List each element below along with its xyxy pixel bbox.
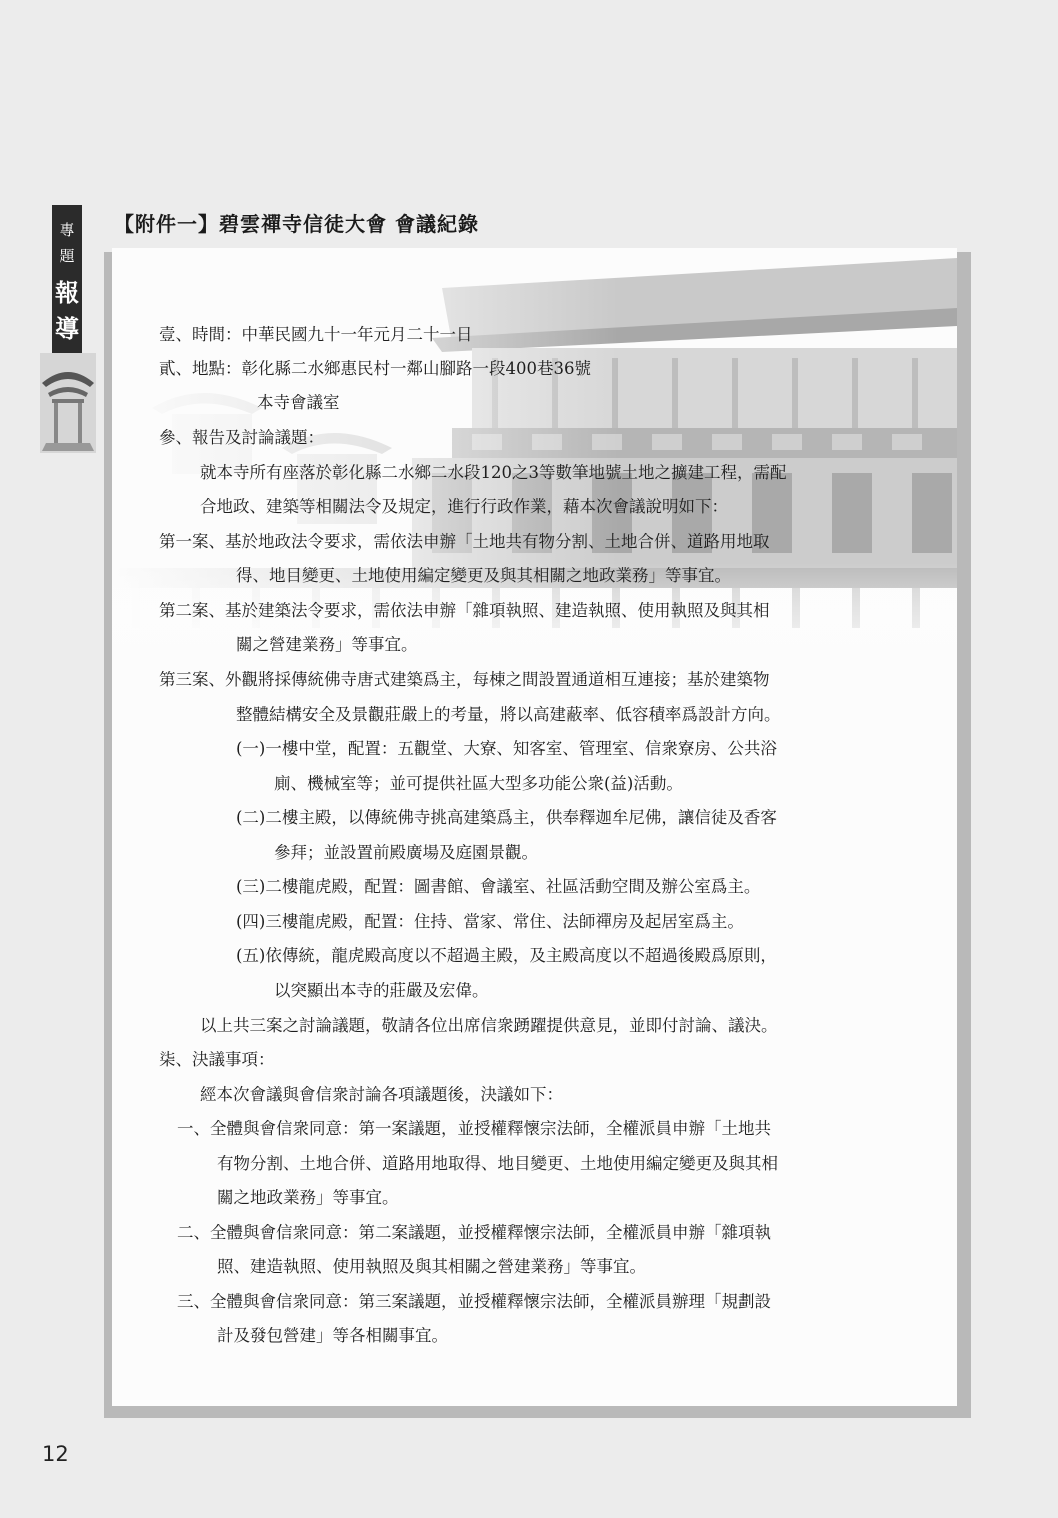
section-tab-char-4: 導	[55, 315, 79, 343]
page-number: 12	[42, 1442, 69, 1466]
section-tab-char-1: 專	[59, 221, 75, 239]
case-3-sub-3: (三)二樓龍虎殿，配置：圖書館、會議室、社區活動空間及辦公室爲主。	[236, 877, 761, 896]
section-tab-char-3: 報	[55, 279, 79, 307]
item-location-room: 本寺會議室	[257, 393, 340, 412]
page-title: 【附件一】碧雲禪寺信徒大會 會議紀錄	[114, 212, 479, 236]
case-3-sub-5-line-2: 以突顯出本寺的莊嚴及宏偉。	[274, 981, 489, 1000]
case-3-line-2: 整體結構安全及景觀莊嚴上的考量，將以高建蔽率、低容積率爲設計方向。	[236, 705, 781, 724]
resolution-1-line-3: 關之地政業務」等事宜。	[217, 1188, 399, 1207]
temple-eave-icon	[40, 353, 96, 453]
resolution-2-line-2: 照、建造執照、使用執照及與其相關之營建業務」等事宜。	[217, 1257, 646, 1276]
case-3-sub-1-line-2: 廁、機械室等；並可提供社區大型多功能公衆(益)活動。	[274, 774, 683, 793]
resolutions-intro: 經本次會議與會信衆討論各項議題後，決議如下：	[200, 1085, 563, 1104]
case-1-line-2: 得、地目變更、土地使用編定變更及與其相關之地政業務」等事宜。	[236, 566, 731, 585]
case-3-line-1: 第三案、外觀將採傳統佛寺唐式建築爲主，每棟之間設置通道相互連接；基於建築物	[159, 670, 770, 689]
case-1-line-1: 第一案、基於地政法令要求，需依法申辦「土地共有物分割、土地合併、道路用地取	[159, 532, 770, 551]
case-3-sub-5-line-1: (五)依傳統，龍虎殿高度以不超過主殿，及主殿高度以不超過後殿爲原則，	[236, 946, 777, 965]
meeting-minutes-body	[112, 248, 957, 1406]
item-agenda-heading: 參、報告及討論議題：	[159, 428, 324, 447]
case-3-sub-2-line-2: 參拜；並設置前殿廣場及庭園景觀。	[274, 843, 538, 862]
case-3-sub-2-line-1: (二)二樓主殿，以傳統佛寺挑高建築爲主，供奉釋迦牟尼佛，讓信徒及香客	[236, 808, 777, 827]
section-tab	[40, 205, 96, 455]
discussion-request: 以上共三案之討論議題，敬請各位出席信衆踴躍提供意見，並即付討論、議決。	[200, 1016, 778, 1035]
agenda-intro-line-2: 合地政、建築等相關法令及規定，進行行政作業，藉本次會議說明如下：	[200, 497, 728, 516]
agenda-intro-line-1: 就本寺所有座落於彰化縣二水鄉二水段120之3等數筆地號土地之擴建工程，需配	[200, 463, 787, 482]
item-location: 貳、地點：彰化縣二水鄉惠民村一鄰山腳路一段400巷36號	[159, 359, 591, 378]
case-2-line-1: 第二案、基於建築法令要求，需依法申辦「雜項執照、建造執照、使用執照及與其相	[159, 601, 770, 620]
resolution-1-line-2: 有物分割、土地合併、道路用地取得、地目變更、土地使用編定變更及與其相	[217, 1154, 778, 1173]
item-resolutions-heading: 柒、決議事項：	[159, 1050, 275, 1069]
resolution-1-line-1: 一、全體與會信衆同意：第一案議題，並授權釋懷宗法師，全權派員申辦「土地共	[177, 1119, 771, 1138]
case-3-sub-1-line-1: (一)一樓中堂，配置：五觀堂、大寮、知客室、管理室、信衆寮房、公共浴	[236, 739, 777, 758]
case-3-sub-4: (四)三樓龍虎殿，配置：住持、當家、常住、法師禪房及起居室爲主。	[236, 912, 744, 931]
resolution-3-line-1: 三、全體與會信衆同意：第三案議題，並授權釋懷宗法師，全權派員辦理「規劃設	[177, 1292, 771, 1311]
resolution-3-line-2: 計及發包營建」等各相關事宜。	[217, 1326, 448, 1345]
resolution-2-line-1: 二、全體與會信衆同意：第二案議題，並授權釋懷宗法師，全權派員申辦「雜項執	[177, 1223, 771, 1242]
document-panel	[112, 248, 957, 1406]
item-time: 壹、時間：中華民國九十一年元月二十一日	[159, 325, 473, 344]
case-2-line-2: 關之營建業務」等事宜。	[236, 635, 418, 654]
section-tab-char-2: 題	[59, 247, 75, 265]
